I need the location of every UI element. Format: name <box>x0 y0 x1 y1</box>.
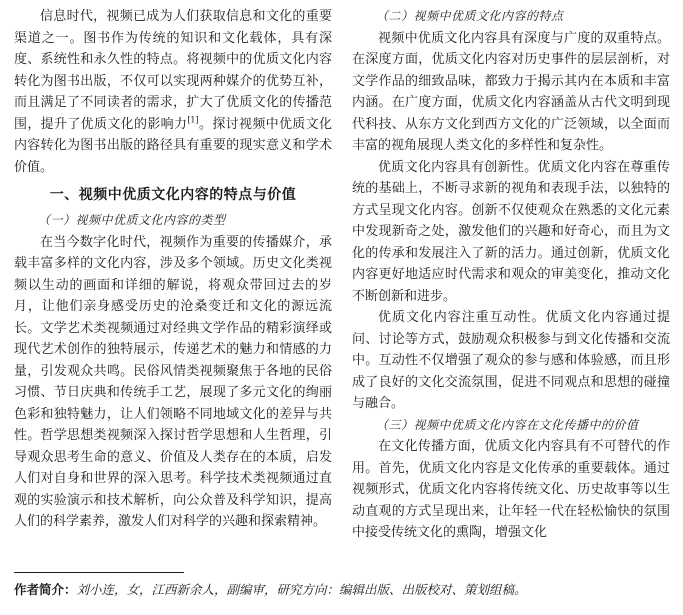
citation-1[interactable]: [1] <box>187 115 199 125</box>
intro-paragraph <box>14 6 332 178</box>
paragraph-cultural-value: 在文化传播方面，优质文化内容具有不可替代的作用。首先，优质文化内容是文化传承的重要载体。通过视频形式，优质文化内容将传统文化、历史故事等以生动直观的方式呈现出来，让年轻一代在轻松愉快的氛围中接受传统文化的熏陶，增强文化 <box>352 439 670 540</box>
author-footnote <box>14 580 674 600</box>
paragraph-innovation: 优质文化内容具有创新性。优质文化内容在尊重传统的基础上，不断寻求新的视角和表现手法，以独特的方式呈现文化内容。创新不仅使观众在熟悉的文化元素中发现新奇之处，激发他们的兴趣和好奇心，而且为文化的传承和发展注入了新的活力。通过创新，优质文化内容更好地适应时代需求和观众的审美变化，推动文化不断创新和进步。 <box>352 159 670 304</box>
paragraph-interaction: 优质文化内容注重互动性。优质文化内容通过提问、讨论等方式，鼓励观众积极参与到文化传播和交流中。互动性不仅增强了观众的参与感和体验感，而且形成了良好的文化交流氛围，促进不同观点和思想的碰撞与融合。 <box>352 310 670 411</box>
author-label: 作者简介： <box>14 582 77 597</box>
section-1-heading: 一、视频中优质文化内容的特点与价值 <box>49 187 297 203</box>
left-column <box>14 6 332 533</box>
paragraph-depth-breadth: 视频中优质文化内容具有深度与广度的双重特点。在深度方面，优质文化内容对历史事件的层层剖析，对文学作品的细致品味，都致力于揭示其内在本质和丰富内涵。在广度方面，优质文化内容涵盖从古代文明到现代科技、从东方文化到西方文化的广泛领域，以全面而丰富的视角展现人类文化的多样性和复杂性。 <box>352 30 670 153</box>
subsection-2-heading: （二）视频中优质文化内容的特点 <box>376 9 564 23</box>
intro-text-end: 。探讨视频中优质文化内容转化为图书出版的路径具有重要的现实意义和学术价值。 <box>14 116 332 175</box>
subsection-1-heading: （一）视频中优质文化内容的类型 <box>38 213 226 227</box>
intro-text: 信息时代，视频已成为人们获取信息和文化的重要渠道之一。图书作为传统的知识和文化载体，具有深度、系统性和永久性的特点。将视频中的优质文化内容转化为图书出版，不仅可以实现两种媒介的优势互补，而且满足了不同读者的需求，扩大了优质文化的传播范围，提升了优质文化的影响力 <box>14 9 332 132</box>
subsection-1-paragraph: 在当今数字化时代，视频作为重要的传播媒介，承载丰富多样的文化内容，涉及多个领域。历史文化类视频以生动的画面和详细的解说，将观众带回过去的岁月，让他们亲身感受历史的沧桑变迁和文化的源远流长。文学艺术类视频通过对经典文学作品的精彩演绎或现代艺术创作的独特展示，传递艺术的魅力和情感的力量，引发观众共鸣。民俗风情类视频聚焦于各地的民俗习惯、节日庆典和传统手工艺，展现了多元文化的绚丽色彩和独特魅力，让人们领略不同地域文化的差异与共性。哲学思想类视频深入探讨哲学思想和人生哲理，引导观众思考生命的意义、价值及人类存在的本质，启发人们对自身和世界的深入思考。科学技术类视频通过直观的实验演示和技术解析，向公众普及科学知识，提高人们的科学素养，激发人们对科学的兴趣和探索精神。 <box>14 234 332 529</box>
footnote-rule <box>14 572 184 573</box>
author-info: 刘小连，女，江西新余人，副编审，研究方向：编辑出版、出版校对、策划组稿。 <box>76 582 527 597</box>
right-column <box>352 6 670 544</box>
subsection-3-heading: （三）视频中优质文化内容在文化传播中的价值 <box>376 417 639 432</box>
